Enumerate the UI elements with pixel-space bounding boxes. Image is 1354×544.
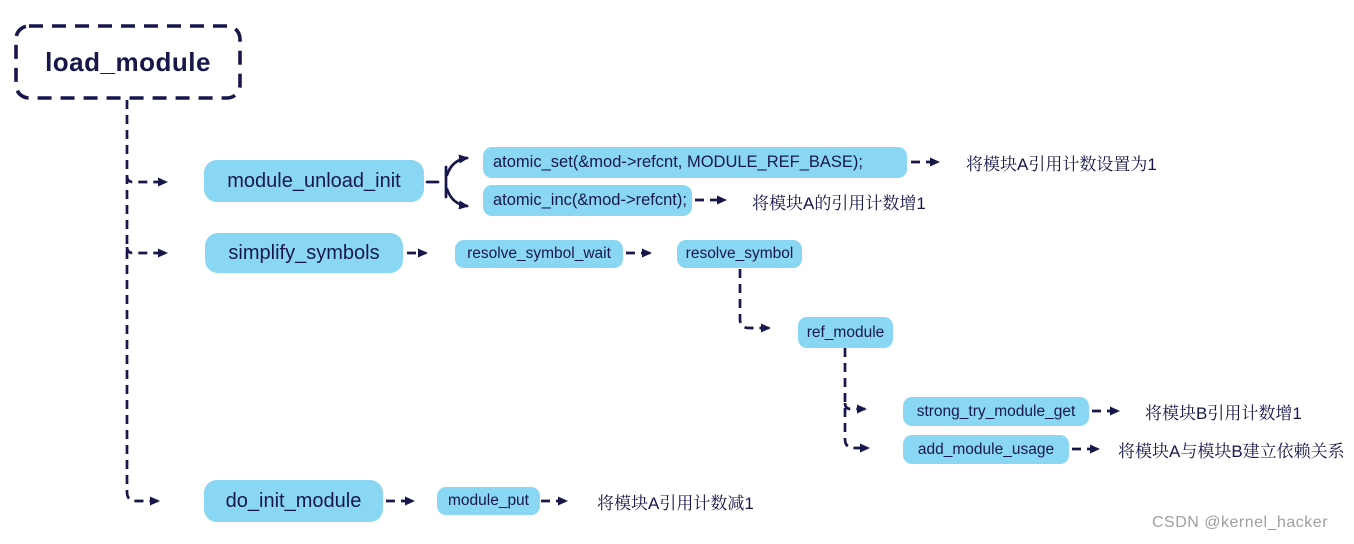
ref-module-label: ref_module (806, 323, 885, 341)
resolve-symbol-label: resolve_symbol (685, 245, 794, 262)
trunk-line (127, 100, 158, 501)
ref-module-node (798, 317, 893, 348)
module-put-node (437, 487, 540, 515)
atomic-set-code: atomic_set(&mod->refcnt, MODULE_REF_BASE); (493, 153, 863, 171)
atomic-inc-note: 将模块A的引用计数增1 (752, 193, 926, 213)
add-module-usage-note: 将模块A与模块B建立依赖关系 (1118, 441, 1345, 461)
unload-split-connector (427, 158, 467, 206)
do-init-module-label: do_init_module (225, 489, 362, 512)
branch-unload-arrow (127, 176, 166, 182)
module-put-label: module_put (447, 492, 529, 509)
add-module-usage-label: add_module_usage (917, 440, 1055, 458)
strong-try-module-get-label: strong_try_module_get (916, 402, 1076, 420)
resolve-symbol-wait-node (455, 240, 623, 268)
branch-symbols-arrow (127, 247, 166, 253)
strong-try-module-get-node (903, 397, 1089, 426)
atomic-inc-node (483, 185, 692, 216)
split-up-arrow (447, 158, 467, 175)
strong-try-module-get-note: 将模块B引用计数增1 (1145, 403, 1302, 423)
atomic-inc-code: atomic_inc(&mod->refcnt); (493, 191, 687, 209)
module-unload-init-label: module_unload_init (227, 169, 401, 192)
split-down-arrow (447, 189, 467, 206)
module-unload-init-node (204, 160, 424, 202)
add-module-usage-node (903, 435, 1069, 464)
atomic-set-node (483, 147, 907, 178)
load-module-node (16, 26, 240, 98)
simplify-symbols-node (205, 233, 403, 273)
simplify-symbols-label: simplify_symbols (228, 241, 380, 264)
csdn-watermark: CSDN @kernel_hacker (1152, 514, 1329, 531)
refmodule-trunk (845, 348, 868, 448)
load-module-label: load_module (45, 46, 211, 77)
do-init-module-node (204, 480, 383, 522)
resolve-symbol-node (677, 240, 802, 268)
resolve-symbol-wait-label: resolve_symbol_wait (467, 245, 611, 262)
module-put-note: 将模块A引用计数减1 (597, 493, 754, 513)
refmodule-strongtry-arrow (845, 403, 865, 409)
atomic-set-note: 将模块A引用计数设置为1 (966, 154, 1157, 174)
resolve-refmodule-arrow (740, 269, 769, 328)
